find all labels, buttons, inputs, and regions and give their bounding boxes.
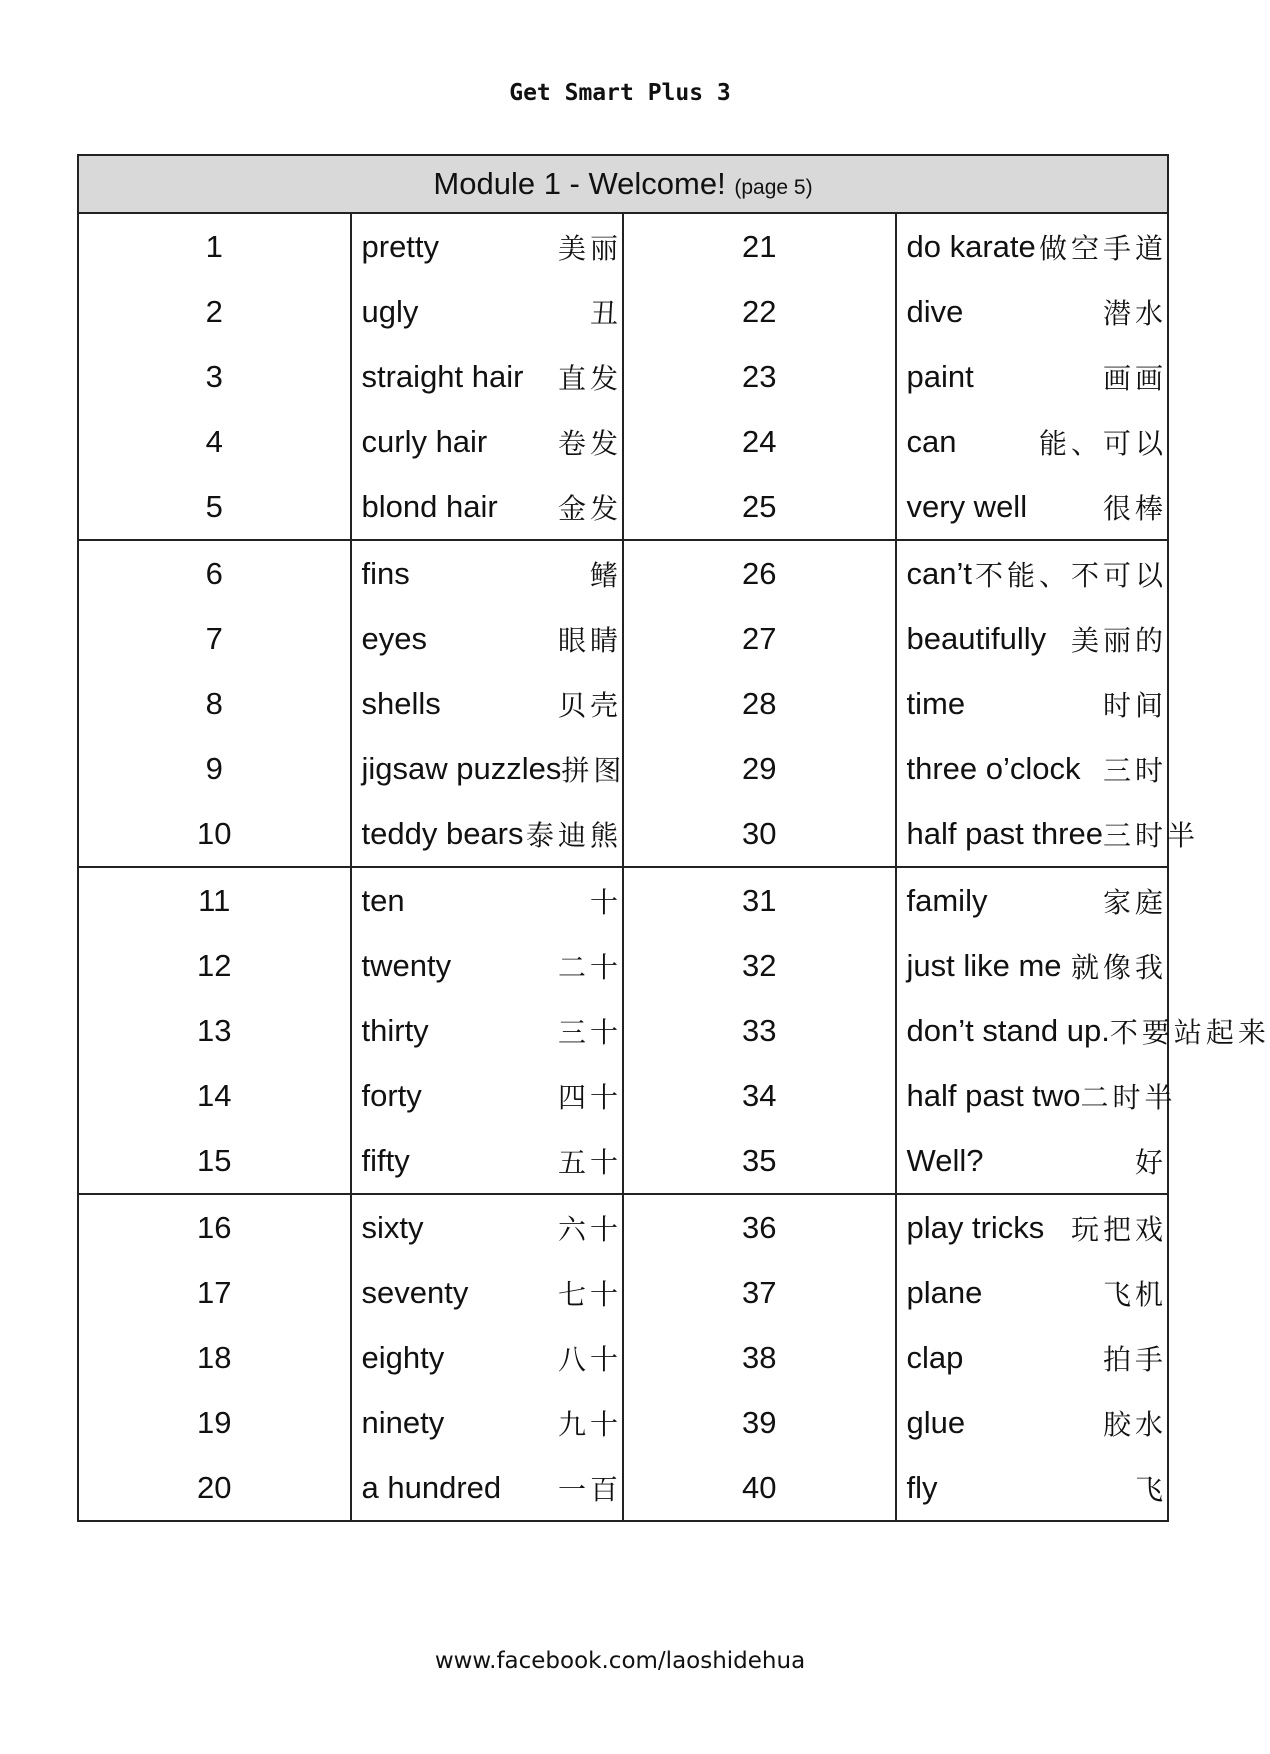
chinese-translation: 二时半 — [1080, 1080, 1177, 1114]
english-word: don’t stand up. — [906, 1012, 1110, 1048]
left-word-column — [351, 867, 624, 1194]
chinese-translation: 三时 — [1102, 753, 1167, 787]
vocab-entry — [897, 736, 1168, 801]
right-number-column — [623, 1194, 896, 1521]
vocab-entry — [897, 541, 1168, 606]
chinese-translation: 拼图 — [561, 753, 626, 787]
entry-number: 24 — [742, 423, 777, 459]
english-word: dive — [906, 293, 964, 329]
entry-number: 25 — [742, 488, 777, 524]
entry-number: 4 — [205, 423, 223, 459]
english-word: time — [906, 685, 966, 721]
entry-number: 39 — [742, 1404, 777, 1440]
entry-number: 40 — [742, 1469, 777, 1505]
vocab-entry — [352, 344, 623, 409]
entry-number: 28 — [742, 685, 777, 721]
vocab-entry — [897, 1195, 1168, 1260]
entry-number: 32 — [742, 947, 777, 983]
chinese-translation: 很棒 — [1102, 491, 1167, 525]
entry-number: 22 — [742, 293, 777, 329]
vocab-entry — [897, 409, 1168, 474]
document-title: Get Smart Plus 3 — [509, 80, 731, 106]
vocab-entry — [897, 279, 1168, 344]
entry-number: 13 — [197, 1012, 232, 1048]
english-word: fins — [361, 555, 410, 591]
english-word: fifty — [361, 1142, 410, 1178]
chinese-translation: 美丽的 — [1070, 623, 1167, 657]
vocab-entry — [897, 474, 1168, 539]
entry-number: 17 — [197, 1274, 232, 1310]
module-heading — [78, 155, 1168, 213]
chinese-translation: 家庭 — [1102, 885, 1167, 919]
english-word: very well — [906, 488, 1028, 524]
chinese-translation: 不要站起来 — [1109, 1015, 1270, 1049]
right-word-column — [896, 1194, 1169, 1521]
vocab-entry — [897, 933, 1168, 998]
left-word-column — [351, 213, 624, 540]
chinese-translation: 三十 — [557, 1015, 622, 1049]
chinese-translation: 能、可以 — [1038, 426, 1167, 460]
vocab-entry — [897, 344, 1168, 409]
right-word-column — [896, 213, 1169, 540]
vocab-entry — [897, 1063, 1177, 1128]
english-word: jigsaw puzzles — [361, 750, 562, 786]
entry-number: 12 — [197, 947, 232, 983]
english-word: seventy — [361, 1274, 469, 1310]
english-word: pretty — [361, 228, 440, 264]
vocab-entry — [352, 1455, 623, 1520]
vocab-entry — [897, 998, 1270, 1063]
english-word: do karate — [906, 228, 1036, 264]
english-word: beautifully — [906, 620, 1047, 656]
vocab-entry — [352, 474, 623, 539]
entry-number: 26 — [742, 555, 777, 591]
english-word: paint — [906, 358, 974, 394]
vocab-entry — [352, 736, 626, 801]
english-word: Well? — [906, 1142, 984, 1178]
chinese-translation: 眼睛 — [557, 623, 622, 657]
chinese-translation: 直发 — [557, 361, 622, 395]
vocab-entry — [897, 1325, 1168, 1390]
chinese-translation: 做空手道 — [1038, 231, 1167, 265]
left-number-column — [78, 867, 351, 1194]
right-number-column — [623, 867, 896, 1194]
vocab-entry — [352, 279, 623, 344]
vocab-entry — [897, 1390, 1168, 1455]
right-number-column — [623, 540, 896, 867]
chinese-translation: 丑 — [589, 296, 622, 330]
chinese-translation: 泰迪熊 — [525, 818, 622, 852]
chinese-translation: 画画 — [1102, 361, 1167, 395]
vocab-group — [78, 867, 1168, 1194]
left-word-column — [351, 1194, 624, 1521]
vocab-entry — [352, 1128, 623, 1193]
entry-number: 23 — [742, 358, 777, 394]
chinese-translation: 五十 — [557, 1145, 622, 1179]
entry-number: 37 — [742, 1274, 777, 1310]
entry-number: 16 — [197, 1209, 232, 1245]
entry-number: 34 — [742, 1077, 777, 1113]
entry-number: 19 — [197, 1404, 232, 1440]
vocab-entry — [897, 801, 1199, 866]
english-word: twenty — [361, 947, 452, 983]
vocab-entry — [897, 868, 1168, 933]
chinese-translation: 鳍 — [589, 558, 622, 592]
module-title: Module 1 - Welcome! — [433, 166, 726, 201]
vocab-entry — [352, 868, 623, 933]
entry-number: 35 — [742, 1142, 777, 1178]
chinese-translation: 胶水 — [1102, 1407, 1167, 1441]
vocab-entry — [897, 606, 1168, 671]
left-number-column — [78, 540, 351, 867]
chinese-translation: 一百 — [557, 1472, 622, 1506]
english-word: blond hair — [361, 488, 498, 524]
right-word-column — [896, 867, 1270, 1194]
entry-number: 11 — [198, 882, 231, 918]
chinese-translation: 美丽 — [557, 231, 622, 265]
entry-number: 2 — [205, 293, 223, 329]
vocab-entry — [352, 409, 623, 474]
chinese-translation: 好 — [1134, 1145, 1167, 1179]
english-word: sixty — [361, 1209, 424, 1245]
entry-number: 6 — [205, 555, 223, 591]
chinese-translation: 潜水 — [1102, 296, 1167, 330]
english-word: ten — [361, 882, 405, 918]
entry-number: 27 — [742, 620, 777, 656]
entry-number: 1 — [205, 228, 223, 264]
vocab-group — [78, 1194, 1168, 1521]
entry-number: 5 — [205, 488, 223, 524]
chinese-translation: 卷发 — [557, 426, 622, 460]
entry-number: 10 — [197, 815, 232, 851]
vocab-entry — [352, 541, 623, 606]
right-word-column — [896, 540, 1199, 867]
entry-number: 15 — [197, 1142, 232, 1178]
chinese-translation: 不能、不可以 — [974, 558, 1167, 592]
entry-number: 36 — [742, 1209, 777, 1245]
left-number-column — [78, 213, 351, 540]
english-word: plane — [906, 1274, 983, 1310]
entry-number: 20 — [197, 1469, 232, 1505]
vocab-entry — [897, 1455, 1168, 1520]
entry-number: 8 — [205, 685, 223, 721]
vocabulary-table — [77, 154, 1270, 1522]
right-number-column — [623, 213, 896, 540]
english-word: half past three — [906, 815, 1103, 851]
vocab-entry — [352, 1195, 623, 1260]
left-word-column — [351, 540, 624, 867]
english-word: a hundred — [361, 1469, 502, 1505]
entry-number: 7 — [205, 620, 223, 656]
vocab-entry — [352, 933, 623, 998]
chinese-translation: 贝壳 — [557, 688, 622, 722]
vocab-entry — [352, 801, 623, 866]
vocab-entry — [352, 1390, 623, 1455]
vocab-entry — [352, 214, 623, 279]
vocab-entry — [897, 671, 1168, 736]
english-word: just like me — [906, 947, 1062, 983]
english-word: clap — [906, 1339, 964, 1375]
vocab-entry — [352, 1260, 623, 1325]
chinese-translation: 就像我 — [1070, 950, 1167, 984]
page-reference: (page 5) — [734, 176, 813, 199]
entry-number: 38 — [742, 1339, 777, 1375]
chinese-translation: 时间 — [1102, 688, 1167, 722]
english-word: fly — [906, 1469, 938, 1505]
english-word: eyes — [361, 620, 427, 656]
english-word: play tricks — [906, 1209, 1045, 1245]
english-word: glue — [906, 1404, 966, 1440]
entry-number: 9 — [205, 750, 223, 786]
chinese-translation: 金发 — [557, 491, 622, 525]
vocab-group — [78, 540, 1168, 867]
vocab-entry — [352, 1325, 623, 1390]
english-word: teddy bears — [361, 815, 524, 851]
chinese-translation: 飞机 — [1102, 1277, 1167, 1311]
chinese-translation: 四十 — [557, 1080, 622, 1114]
vocab-entry — [897, 214, 1168, 279]
entry-number: 29 — [742, 750, 777, 786]
english-word: ninety — [361, 1404, 445, 1440]
english-word: half past two — [906, 1077, 1081, 1113]
english-word: shells — [361, 685, 441, 721]
english-word: curly hair — [361, 423, 488, 459]
vocabulary-groups — [78, 213, 1270, 1521]
vocab-entry — [897, 1260, 1168, 1325]
chinese-translation: 七十 — [557, 1277, 622, 1311]
chinese-translation: 玩把戏 — [1070, 1212, 1167, 1246]
english-word: forty — [361, 1077, 422, 1113]
chinese-translation: 拍手 — [1102, 1342, 1167, 1376]
english-word: thirty — [361, 1012, 429, 1048]
chinese-translation: 十 — [589, 885, 622, 919]
entry-number: 14 — [197, 1077, 232, 1113]
vocab-entry — [352, 671, 623, 736]
chinese-translation: 飞 — [1134, 1472, 1167, 1506]
entry-number: 3 — [205, 358, 223, 394]
chinese-translation: 六十 — [557, 1212, 622, 1246]
chinese-translation: 二十 — [557, 950, 622, 984]
english-word: can’t — [906, 555, 972, 591]
english-word: ugly — [361, 293, 419, 329]
footer-url: www.facebook.com/laoshidehua — [434, 1648, 806, 1674]
english-word: can — [906, 423, 957, 459]
vocab-entry — [352, 1063, 623, 1128]
english-word: straight hair — [361, 358, 524, 394]
chinese-translation: 八十 — [557, 1342, 622, 1376]
chinese-translation: 三时半 — [1102, 818, 1199, 852]
vocab-group — [78, 213, 1168, 540]
entry-number: 21 — [742, 228, 777, 264]
entry-number: 30 — [742, 815, 777, 851]
english-word: eighty — [361, 1339, 445, 1375]
entry-number: 31 — [742, 882, 777, 918]
english-word: family — [906, 882, 988, 918]
left-number-column — [78, 1194, 351, 1521]
vocab-entry — [897, 1128, 1168, 1193]
english-word: three o’clock — [906, 750, 1081, 786]
entry-number: 18 — [197, 1339, 232, 1375]
chinese-translation: 九十 — [557, 1407, 622, 1441]
vocab-entry — [352, 998, 623, 1063]
vocab-entry — [352, 606, 623, 671]
entry-number: 33 — [742, 1012, 777, 1048]
